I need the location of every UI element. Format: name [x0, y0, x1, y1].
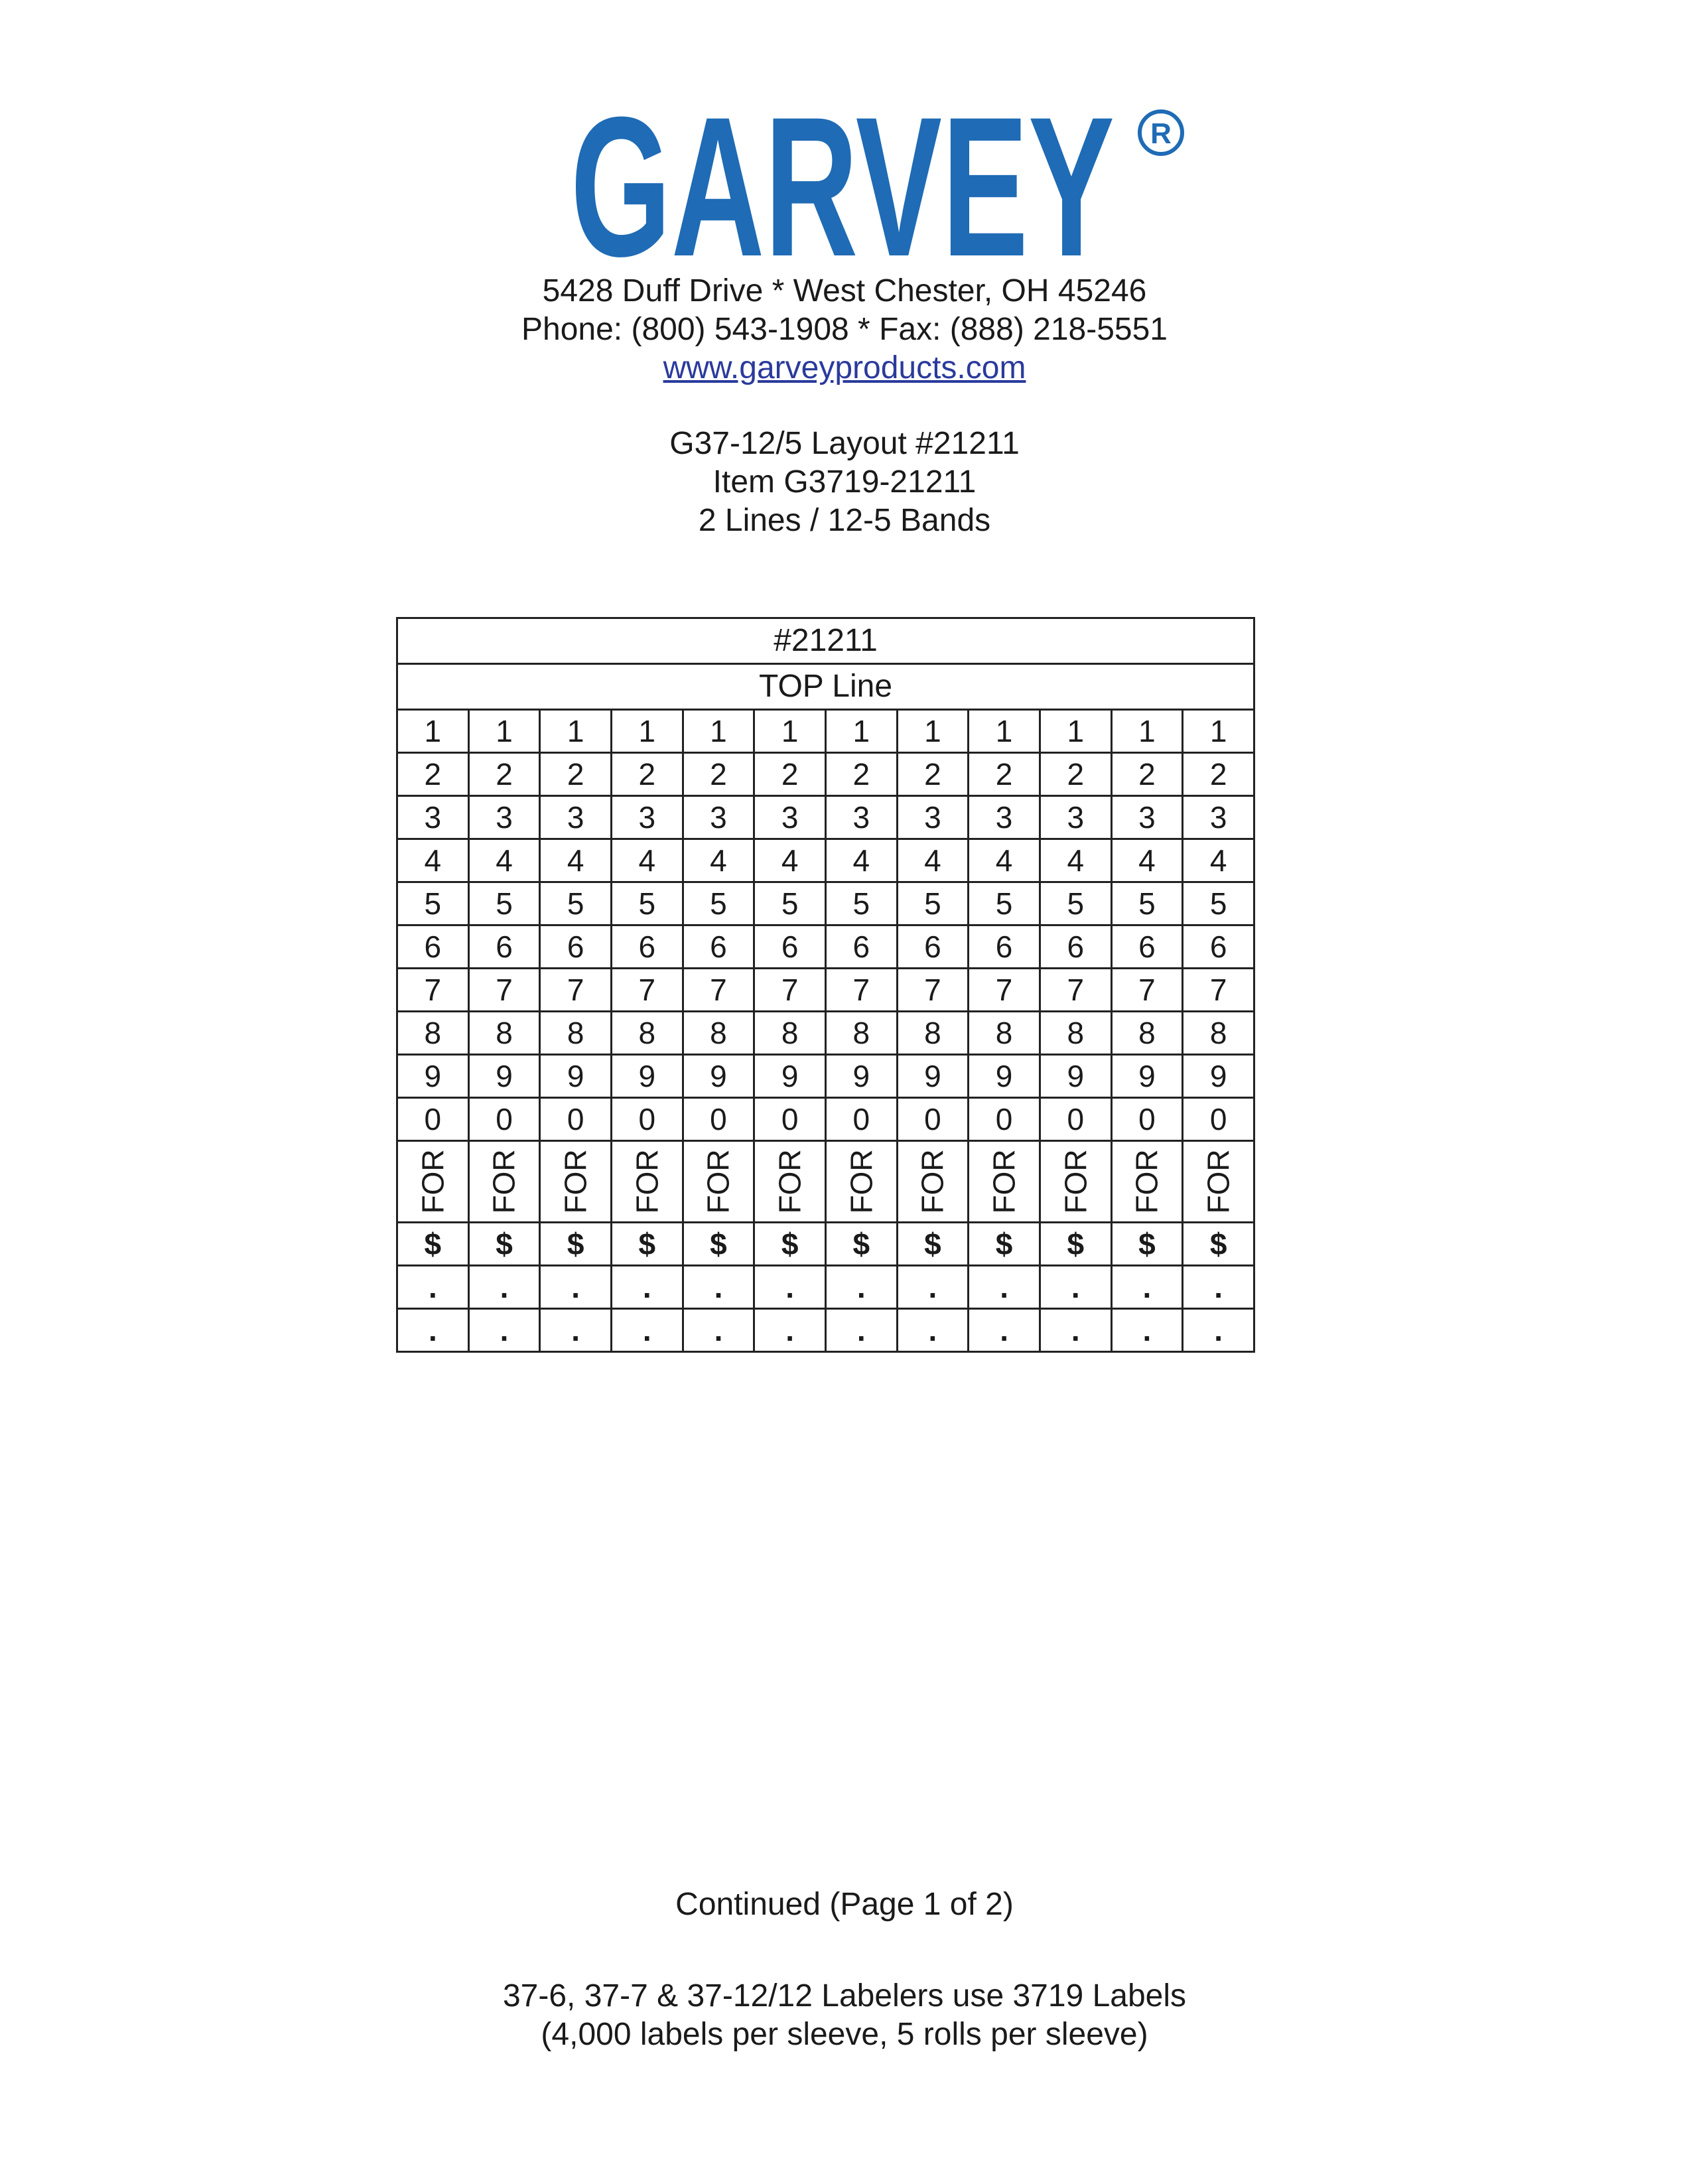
- phone-fax: Phone: (800) 543-1908 * Fax: (888) 218-5551: [521, 312, 1168, 347]
- band-row: [397, 1266, 1254, 1309]
- layout-line-1: G37-12/5 Layout #21211: [669, 426, 1020, 461]
- band-cell: 1: [611, 710, 683, 753]
- band-cell-text: FOR: [772, 1149, 807, 1214]
- band-cell: [897, 1141, 969, 1223]
- band-cell: $: [897, 1223, 969, 1266]
- band-cell: .: [397, 1266, 469, 1309]
- band-cell: [1040, 1141, 1111, 1223]
- labelers-note: 37-6, 37-7 & 37-12/12 Labelers use 3719 Labels: [502, 1978, 1187, 2013]
- band-cell: 0: [969, 1098, 1040, 1141]
- band-cell: 2: [969, 753, 1040, 796]
- band-cell: $: [1111, 1223, 1183, 1266]
- band-cell: 1: [825, 710, 897, 753]
- band-cell: 6: [683, 925, 754, 969]
- band-cell: 8: [1040, 1012, 1111, 1055]
- band-cell: $: [825, 1223, 897, 1266]
- band-cell: 3: [897, 796, 969, 839]
- band-cell: 8: [1183, 1012, 1254, 1055]
- band-row: [397, 1309, 1254, 1352]
- garvey-logo: [571, 100, 1187, 265]
- band-cell-text: FOR: [630, 1149, 665, 1214]
- band-cell: 5: [825, 882, 897, 925]
- band-cell: 3: [397, 796, 469, 839]
- band-row: [397, 969, 1254, 1012]
- band-cell: 5: [1183, 882, 1254, 925]
- band-cell: 0: [611, 1098, 683, 1141]
- website-link[interactable]: www.garveyproducts.com: [663, 350, 1026, 385]
- band-cell: 7: [1183, 969, 1254, 1012]
- address: 5428 Duff Drive * West Chester, OH 45246: [542, 273, 1147, 308]
- band-cell: 2: [397, 753, 469, 796]
- layout-line-2: Item G3719-21211: [712, 464, 977, 500]
- band-cell: 7: [897, 969, 969, 1012]
- band-cell: .: [611, 1309, 683, 1352]
- band-cell: 2: [1183, 753, 1254, 796]
- band-cell: .: [825, 1266, 897, 1309]
- band-cell: .: [540, 1266, 612, 1309]
- band-cell: 6: [825, 925, 897, 969]
- band-cell: 9: [897, 1055, 969, 1098]
- band-cell: 8: [683, 1012, 754, 1055]
- band-cell: 8: [969, 1012, 1040, 1055]
- band-cell: .: [969, 1309, 1040, 1352]
- band-cell: [969, 1141, 1040, 1223]
- band-cell: 1: [397, 710, 469, 753]
- band-cell: .: [825, 1309, 897, 1352]
- band-cell: 0: [468, 1098, 540, 1141]
- band-cell: 7: [754, 969, 826, 1012]
- band-cell: .: [969, 1266, 1040, 1309]
- band-cell-text: FOR: [558, 1149, 593, 1214]
- band-cell: 5: [397, 882, 469, 925]
- continued-note: Continued (Page 1 of 2): [675, 1887, 1014, 1922]
- band-cell: .: [540, 1309, 612, 1352]
- band-cell: 2: [540, 753, 612, 796]
- band-cell: .: [468, 1266, 540, 1309]
- band-row: [397, 1223, 1254, 1266]
- band-cell: .: [683, 1309, 754, 1352]
- band-cell: 0: [397, 1098, 469, 1141]
- band-cell: 4: [611, 839, 683, 882]
- band-cell: 4: [1040, 839, 1111, 882]
- svg-text:R: R: [1150, 117, 1172, 150]
- band-cell: 1: [468, 710, 540, 753]
- contact-block: [0, 272, 1689, 387]
- band-cell: 4: [1183, 839, 1254, 882]
- band-cell: .: [754, 1309, 826, 1352]
- band-cell: 0: [1040, 1098, 1111, 1141]
- band-cell: 3: [754, 796, 826, 839]
- band-row: [397, 839, 1254, 882]
- band-cell: [825, 1141, 897, 1223]
- band-cell: 2: [825, 753, 897, 796]
- band-cell: 7: [683, 969, 754, 1012]
- band-cell: .: [397, 1309, 469, 1352]
- band-cell: 9: [969, 1055, 1040, 1098]
- band-cell: 8: [897, 1012, 969, 1055]
- band-cell: 5: [969, 882, 1040, 925]
- band-cell: 5: [611, 882, 683, 925]
- band-cell: 0: [897, 1098, 969, 1141]
- band-cell: 4: [468, 839, 540, 882]
- band-cell: 9: [754, 1055, 826, 1098]
- band-cell: .: [1040, 1266, 1111, 1309]
- band-cell: [468, 1141, 540, 1223]
- band-row: [397, 1098, 1254, 1141]
- band-cell: 8: [611, 1012, 683, 1055]
- band-cell: 3: [969, 796, 1040, 839]
- band-cell: 0: [1111, 1098, 1183, 1141]
- svg-text:GARVEY: GARVEY: [571, 100, 1115, 265]
- band-cell: 2: [754, 753, 826, 796]
- band-cell: 7: [1111, 969, 1183, 1012]
- band-cell: .: [1111, 1266, 1183, 1309]
- band-cell: 8: [468, 1012, 540, 1055]
- band-cell: 1: [540, 710, 612, 753]
- band-cell: 7: [611, 969, 683, 1012]
- band-cell: 3: [1111, 796, 1183, 839]
- band-row: [397, 925, 1254, 969]
- band-cell: 7: [825, 969, 897, 1012]
- band-cell: $: [540, 1223, 612, 1266]
- band-cell: 6: [397, 925, 469, 969]
- band-cell: 9: [683, 1055, 754, 1098]
- band-cell-text: FOR: [986, 1149, 1022, 1214]
- band-cell: 2: [1040, 753, 1111, 796]
- band-cell: 6: [1040, 925, 1111, 969]
- band-cell: 1: [1183, 710, 1254, 753]
- band-cell: 1: [897, 710, 969, 753]
- band-cell: 2: [897, 753, 969, 796]
- band-cell: 3: [825, 796, 897, 839]
- band-cell: 6: [468, 925, 540, 969]
- band-cell: [540, 1141, 612, 1223]
- band-cell: 5: [540, 882, 612, 925]
- band-cell: .: [1183, 1309, 1254, 1352]
- band-cell: [611, 1141, 683, 1223]
- band-cell: .: [683, 1266, 754, 1309]
- band-row: [397, 753, 1254, 796]
- band-cell: 7: [468, 969, 540, 1012]
- band-row: [397, 882, 1254, 925]
- band-row: [397, 796, 1254, 839]
- band-cell: $: [1183, 1223, 1254, 1266]
- line-label: TOP Line: [397, 664, 1254, 710]
- band-cell: 4: [683, 839, 754, 882]
- band-cell: [754, 1141, 826, 1223]
- band-cell: .: [897, 1309, 969, 1352]
- band-cell: 9: [468, 1055, 540, 1098]
- band-cell: .: [897, 1266, 969, 1309]
- band-cell: [397, 1141, 469, 1223]
- band-cell: 4: [897, 839, 969, 882]
- band-cell: .: [1111, 1309, 1183, 1352]
- band-cell-text: FOR: [1129, 1149, 1164, 1214]
- band-cell: 9: [825, 1055, 897, 1098]
- band-cell: 6: [969, 925, 1040, 969]
- band-cell: 9: [540, 1055, 612, 1098]
- band-cell: 8: [1111, 1012, 1183, 1055]
- band-cell: 6: [1183, 925, 1254, 969]
- band-cell: 4: [1111, 839, 1183, 882]
- band-cell: 3: [468, 796, 540, 839]
- band-cell: $: [611, 1223, 683, 1266]
- band-cell: 3: [683, 796, 754, 839]
- band-cell: 2: [468, 753, 540, 796]
- band-cell: 8: [397, 1012, 469, 1055]
- sleeve-info: (4,000 labels per sleeve, 5 rolls per sleeve): [541, 2017, 1148, 2052]
- band-cell: .: [611, 1266, 683, 1309]
- band-cell-text: FOR: [701, 1149, 736, 1214]
- band-cell: [1111, 1141, 1183, 1223]
- band-cell: 5: [754, 882, 826, 925]
- band-cell-text: FOR: [1201, 1149, 1236, 1214]
- band-cell: [683, 1141, 754, 1223]
- band-cell-text: FOR: [486, 1149, 521, 1214]
- band-cell: 0: [754, 1098, 826, 1141]
- band-cell: 4: [540, 839, 612, 882]
- band-cell: 7: [1040, 969, 1111, 1012]
- band-cell-text: FOR: [1058, 1149, 1093, 1214]
- band-cell: 4: [754, 839, 826, 882]
- band-cell-text: FOR: [415, 1149, 450, 1214]
- band-cell: 6: [754, 925, 826, 969]
- band-cell: 8: [540, 1012, 612, 1055]
- band-cell: 1: [754, 710, 826, 753]
- band-cell: 8: [754, 1012, 826, 1055]
- band-cell: 1: [969, 710, 1040, 753]
- band-cell: $: [397, 1223, 469, 1266]
- band-cell: 6: [540, 925, 612, 969]
- band-cell: 8: [825, 1012, 897, 1055]
- band-cell: 3: [1040, 796, 1111, 839]
- band-cell: .: [468, 1309, 540, 1352]
- band-cell: 1: [1040, 710, 1111, 753]
- band-cell: 7: [540, 969, 612, 1012]
- band-cell: 9: [1111, 1055, 1183, 1098]
- band-cell: 5: [683, 882, 754, 925]
- band-cell: 4: [825, 839, 897, 882]
- band-cell: .: [754, 1266, 826, 1309]
- band-cell: 5: [468, 882, 540, 925]
- band-cell: $: [754, 1223, 826, 1266]
- band-cell: 6: [611, 925, 683, 969]
- band-cell: $: [1040, 1223, 1111, 1266]
- band-cell: 9: [611, 1055, 683, 1098]
- band-cell: 2: [1111, 753, 1183, 796]
- band-cell: $: [969, 1223, 1040, 1266]
- layout-line-3: 2 Lines / 12-5 Bands: [698, 503, 991, 538]
- band-cell: 5: [1040, 882, 1111, 925]
- band-cell: 0: [540, 1098, 612, 1141]
- band-cell: 0: [825, 1098, 897, 1141]
- band-cell: 2: [611, 753, 683, 796]
- band-cell: 9: [1183, 1055, 1254, 1098]
- band-row: [397, 1012, 1254, 1055]
- band-row: [397, 1141, 1254, 1223]
- band-cell: 3: [1183, 796, 1254, 839]
- band-cell: 3: [540, 796, 612, 839]
- layout-number: #21211: [397, 618, 1254, 664]
- band-row: [397, 710, 1254, 753]
- band-cell: 2: [683, 753, 754, 796]
- band-cell: .: [1183, 1266, 1254, 1309]
- band-cell: .: [1040, 1309, 1111, 1352]
- band-cell: 4: [969, 839, 1040, 882]
- band-cell: 5: [897, 882, 969, 925]
- band-cell-text: FOR: [915, 1149, 950, 1214]
- layout-info: [0, 425, 1689, 540]
- band-cell: 7: [397, 969, 469, 1012]
- footer-labels: [0, 1977, 1689, 2054]
- band-row: [397, 1055, 1254, 1098]
- band-cell: 7: [969, 969, 1040, 1012]
- band-cell: 1: [683, 710, 754, 753]
- band-cell: $: [468, 1223, 540, 1266]
- band-cell: 6: [897, 925, 969, 969]
- band-cell-text: FOR: [844, 1149, 879, 1214]
- band-cell: 0: [1183, 1098, 1254, 1141]
- band-cell: 0: [683, 1098, 754, 1141]
- band-cell: 6: [1111, 925, 1183, 969]
- band-cell: 3: [611, 796, 683, 839]
- band-cell: 9: [1040, 1055, 1111, 1098]
- band-cell: $: [683, 1223, 754, 1266]
- band-cell: 4: [397, 839, 469, 882]
- band-table: [396, 617, 1255, 1353]
- band-cell: 5: [1111, 882, 1183, 925]
- band-cell: 9: [397, 1055, 469, 1098]
- band-cell: 1: [1111, 710, 1183, 753]
- band-cell: [1183, 1141, 1254, 1223]
